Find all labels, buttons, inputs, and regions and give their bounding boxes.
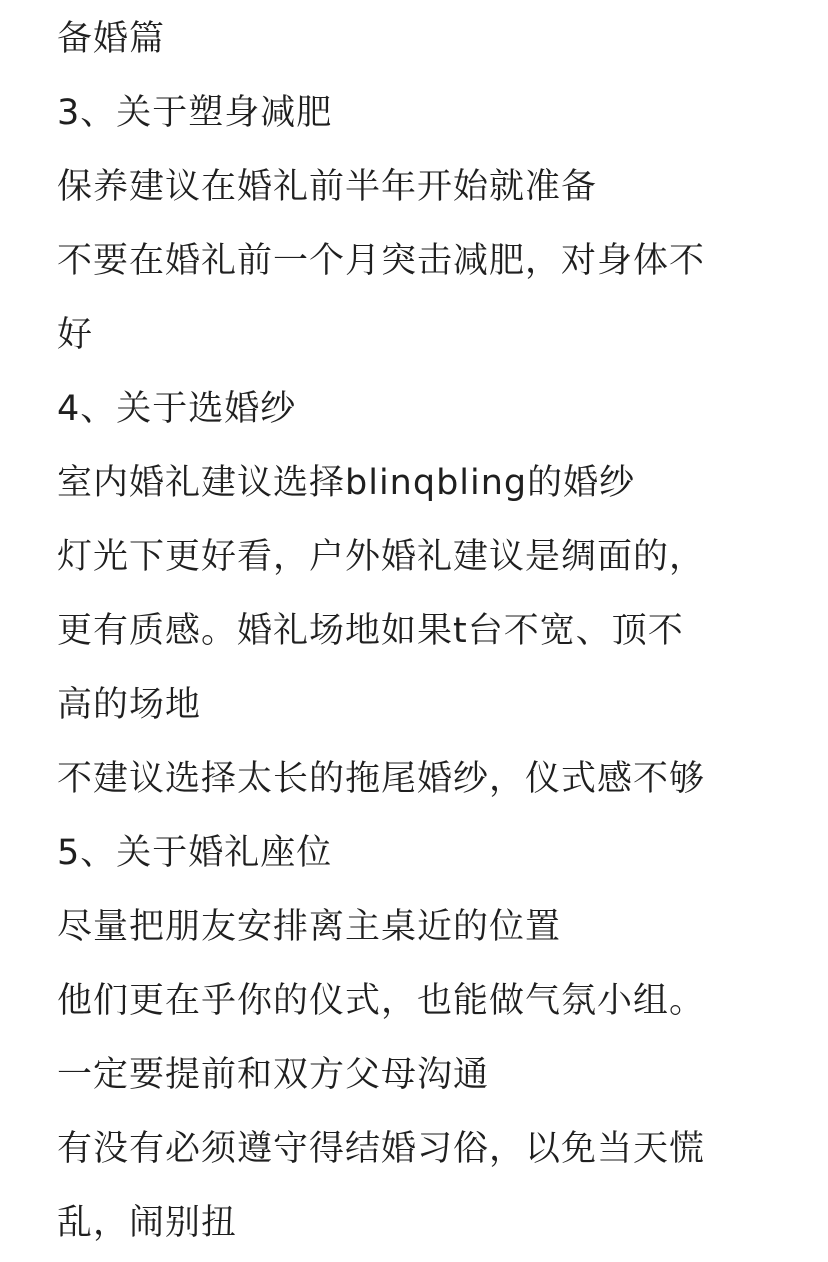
text-line: 室内婚礼建议选择blinqbling的婚纱 <box>57 463 636 503</box>
text-line: 保养建议在婚礼前半年开始就准备 <box>57 167 598 207</box>
heading-seating: 5、关于婚礼座位 <box>57 833 333 873</box>
text-line: 高的场地 <box>57 685 202 725</box>
text-line: 乱，闹别扭 <box>57 1203 238 1243</box>
text-line: 一定要提前和双方父母沟通 <box>57 1055 490 1095</box>
text-line: 灯光下更好看，户外婚礼建议是绸面的， <box>57 537 706 577</box>
text-line: 不建议选择太长的拖尾婚纱，仪式感不够 <box>57 759 706 799</box>
text-line: 更有质感。婚礼场地如果t台不宽、顶不 <box>57 611 684 651</box>
text-line: 不要在婚礼前一个月突击减肥，对身体不 <box>57 241 706 281</box>
section-title: 备婚篇 <box>57 19 166 59</box>
article-body <box>57 0 777 1258</box>
text-line: 好 <box>57 315 94 355</box>
text-line: 有没有必须遵守得结婚习俗，以免当天慌 <box>57 1129 706 1169</box>
heading-wedding-dress: 4、关于选婚纱 <box>57 389 297 429</box>
text-line: 他们更在乎你的仪式，也能做气氛小组。 <box>57 981 706 1021</box>
heading-slimming: 3、关于塑身减肥 <box>57 93 333 133</box>
text-line: 尽量把朋友安排离主桌近的位置 <box>57 907 562 947</box>
